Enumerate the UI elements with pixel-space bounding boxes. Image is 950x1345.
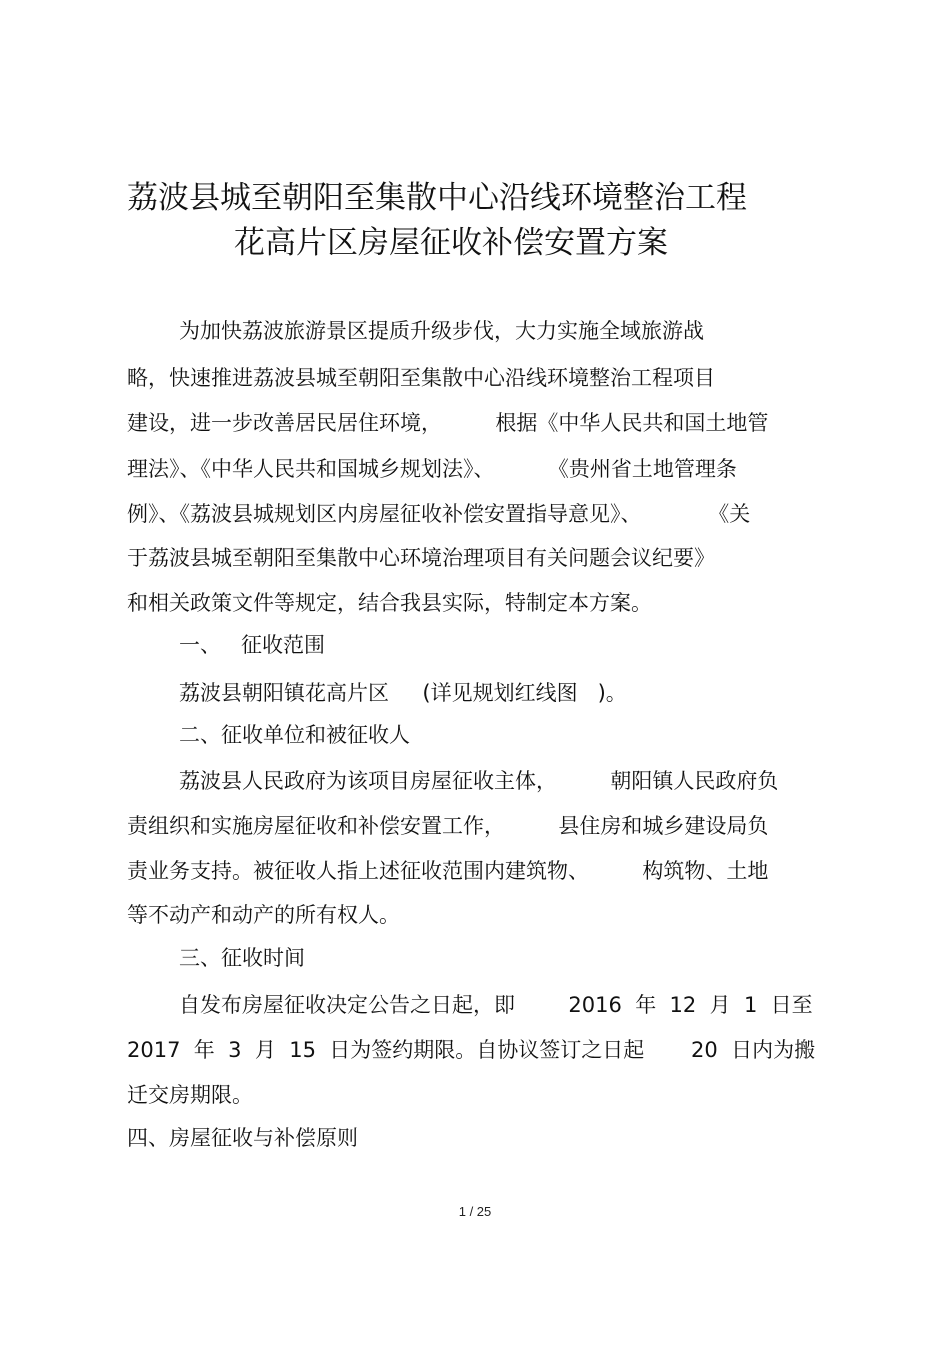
section-heading: 二、征收单位和被征收人 bbox=[179, 723, 410, 747]
body-line: 责业务支持。被征收人指上述征收范围内建筑物、 构筑物、土地 bbox=[127, 859, 769, 883]
section-heading: 一、 征收范围 bbox=[179, 633, 326, 657]
document-title-line-1: 荔波县城至朝阳至集散中心沿线环境整治工程 bbox=[127, 180, 747, 216]
body-line: 迁交房期限。 bbox=[127, 1083, 253, 1107]
body-line: 荔波县人民政府为该项目房屋征收主体， 朝阳镇人民政府负 bbox=[179, 769, 779, 793]
body-line: 2017 年 3 月 15 日为签约期限。自协议签订之日起 20 日内为搬 bbox=[127, 1038, 816, 1062]
document-title-line-2: 花高片区房屋征收补偿安置方案 bbox=[234, 225, 668, 261]
body-line: 和相关政策文件等规定，结合我县实际，特制定本方案。 bbox=[127, 591, 652, 615]
section-heading: 三、征收时间 bbox=[179, 946, 305, 970]
body-line: 等不动产和动产的所有权人。 bbox=[127, 903, 400, 927]
body-line: 例》、《荔波县城规划区内房屋征收补偿安置指导意见》、 《关 bbox=[127, 502, 751, 526]
body-line: 于荔波县城至朝阳至集散中心环境治理项目有关问题会议纪要》 bbox=[127, 546, 715, 570]
page-number: 1 / 25 bbox=[458, 1204, 492, 1219]
body-line: 自发布房屋征收决定公告之日起，即 2016 年 12 月 1 日至 bbox=[179, 993, 813, 1017]
body-line: 建设，进一步改善居民居住环境， 根据《中华人民共和国土地管 bbox=[127, 411, 769, 435]
body-line: 理法》、《中华人民共和国城乡规划法》、 《贵州省土地管理条 bbox=[127, 457, 737, 481]
body-line: 荔波县朝阳镇花高片区 (详见规划红线图 )。 bbox=[179, 681, 627, 705]
body-line: 略，快速推进荔波县城至朝阳至集散中心沿线环境整治工程项目 bbox=[127, 366, 715, 390]
section-heading: 四、房屋征收与补偿原则 bbox=[127, 1126, 358, 1150]
body-line: 为加快荔波旅游景区提质升级步伐，大力实施全域旅游战 bbox=[179, 319, 704, 343]
body-line: 责组织和实施房屋征收和补偿安置工作， 县住房和城乡建设局负 bbox=[127, 814, 769, 838]
